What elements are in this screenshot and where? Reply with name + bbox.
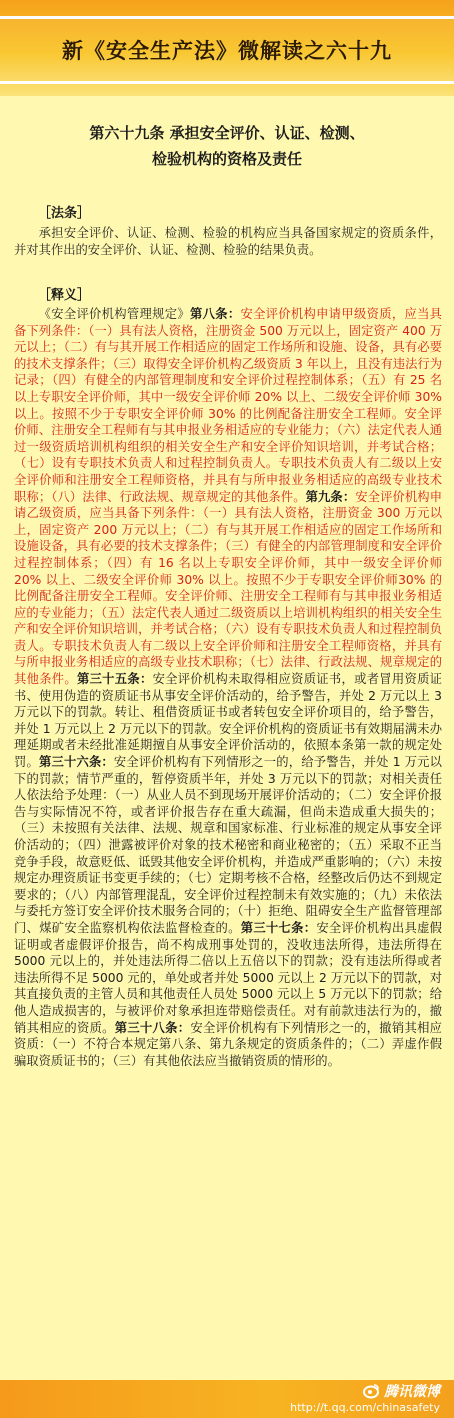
article-8-text: 安全评价机构申请甲级资质，应当具备下列条件：（一）具有法人资格，注册资金 500 万元以上，固定资产 400 万元以上；（二）有与其开展工作相适应的固定工作场所和设施、设备，具有必要的技术支撑条件；（三）取得安全评价机构乙级资质 3 年以上，且没有违法行为记录；（四）有健全的内部管理制度和安全评价过程控制体系；（五）有 25 名以上专职安全评价师，其中一级安全评价师 20% 以上、二级安全评价师 30% 以上。按照不少于专职安全评价师 30% 的比例配备注册安全工程师。安全评价师、注册安全工程师有与其申报业务相适应的专业能力；（六）法定代表人通过一级资质培训机构组织的相关安全生产和安全评价知识培训，并考试合格；（七）设有专职技术负责人和过程控制负责人。专职技术负责人有二级以上安全评价师和注册安全工程师资格，并具有与所申报业务相适应的高级专业技术职称；（八）法律、行政法规、规章规定的其他条件。 (14, 307, 442, 504)
article-36-text: 安全评价机构有下列情形之一的，给予警告，并处 1 万元以下的罚款；情节严重的，暂停资质半年，并处 3 万元以下的罚款；对相关责任人依法给予处理：（一）从业人员不到现场开展评价活动的；（二）安全评价报告与实际情况不符，或者评价报告存在重大疏漏，但尚未造成重大损失的；（三）未按照有关法律、法规、规章和国家标准、行业标准的规定从事安全评价活动的；（四）泄露被评价对象的技术秘密和商业秘密的；（五）采取不正当竞争手段，故意贬低、诋毁其他安全评价机构，并造成严重影响的；（六）未按规定办理资质证书变更手续的；（七）定期考核不合格，经整改后仍达不到规定要求的；（八）内部管理混乱，安全评价过程控制未有效实施的；（九）未依法与委托方签订安全评价技术服务合同的；（十）拒绝、阻碍安全生产监督管理部门、煤矿安全监察机构依法监督检查的。 (14, 755, 442, 935)
header-banner (0, 0, 454, 96)
interpretation-heading: ［释义］ (38, 288, 91, 303)
regulation-name: 《安全评价机构管理规定》 (38, 307, 190, 321)
article-body (0, 96, 454, 1380)
article-9-label: 第九条： (305, 489, 356, 504)
law-text: 承担安全评价、认证、检测、检验的机构应当具备国家规定的资质条件，并对其作出的安全评价、认证、检测、检验的结果负责。 (14, 226, 442, 257)
law-heading: ［法条］ (38, 206, 91, 221)
article-38-label: 第三十八条： (114, 1020, 191, 1035)
article-37-label: 第三十七条： (240, 920, 317, 935)
article-8-label: 第八条： (189, 307, 241, 321)
article-title (0, 120, 454, 172)
article-9-text: 安全评价机构申请乙级资质，应当具备下列条件：（一）具有法人资格，注册资金 300 万元以上，固定资产 200 万元以上；（二）有与其开展工作相适应的固定工作场所和设施设备，具有必要的技术支撑条件；（三）有健全的内部管理制度和安全评价过程控制体系；（四）有 16 名以上专职安全评价师，其中一级安全评价师 20% 以上、二级安全评价师 30% 以上。按照不少于专职安全评价师30% 的比例配备注册安全工程师。安全评价师、注册安全工程师有与其申报业务相适应的专业能力；（五）法定代表人通过二级资质以上培训机构组织的相关安全生产和安全评价知识培训，并考试合格；（六）设有专职技术负责人和过程控制负责人。专职技术负责人有二级以上安全评价师和注册安全工程师资格，并具有与所申报业务相适应的高级专业技术职称；（七）法律、行政法规、规章规定的其他条件。 (14, 489, 442, 687)
interpretation-text (14, 306, 442, 1069)
article-title-line1: 第六十九条 承担安全评价、认证、检测、 (89, 124, 365, 142)
weibo-logo (362, 1382, 440, 1400)
series-title: 新《安全生产法》微解读之六十九 (62, 38, 392, 63)
article-title-line2: 检验机构的资格及责任 (151, 150, 302, 168)
article-36-label: 第三十六条： (38, 755, 114, 770)
footer-banner (0, 1380, 454, 1418)
footer-url[interactable]: http://t.qq.com/chinasafety (290, 1401, 440, 1414)
article-35-text: 安全评价机构未取得相应资质证书，或者冒用资质证书、使用伪造的资质证书从事安全评价活动的，给予警告，并处 2 万元以上 3 万元以下的罚款。转让、租借资质证书或者转包安全评价项目的，给予警告，并处 1 万元以上 2 万元以下的罚款。安全评价机构的资质证书有效期届满未办理延期或者未经批准延期擅自从事安全评价活动的，依照本条第一款的规定处罚。 (14, 672, 442, 770)
article-37-text: 安全评价机构出具虚假证明或者虚假评价报告，尚不构成刑事处罚的，没收违法所得，违法所得在 5000 元以上的，并处违法所得二倍以上五倍以下的罚款；没有违法所得或者违法所得不足 5000 元的，单处或者并处 5000 元以上 2 万元以下的罚款，对其直接负责的主管人员和其他责任人员处 5000 元以上 5 万元以下的罚款；给他人造成损害的，与被评价对象承担连带赔偿责任。对有前款违法行为的，撤销其相应的资质。 (14, 920, 442, 1035)
weibo-icon (362, 1383, 380, 1399)
header-strip (0, 16, 454, 84)
article-38-text: 安全评价机构有下列情形之一的，撤销其相应资质：（一）不符合本规定第八条、第九条规定的资质条件的；（二）弄虚作假骗取资质证书的；（三）有其他依法应当撤销资质的情形的。 (14, 1020, 442, 1068)
article-35-label: 第三十五条： (76, 672, 153, 687)
footer-brand: 腾讯微博 (384, 1384, 440, 1400)
